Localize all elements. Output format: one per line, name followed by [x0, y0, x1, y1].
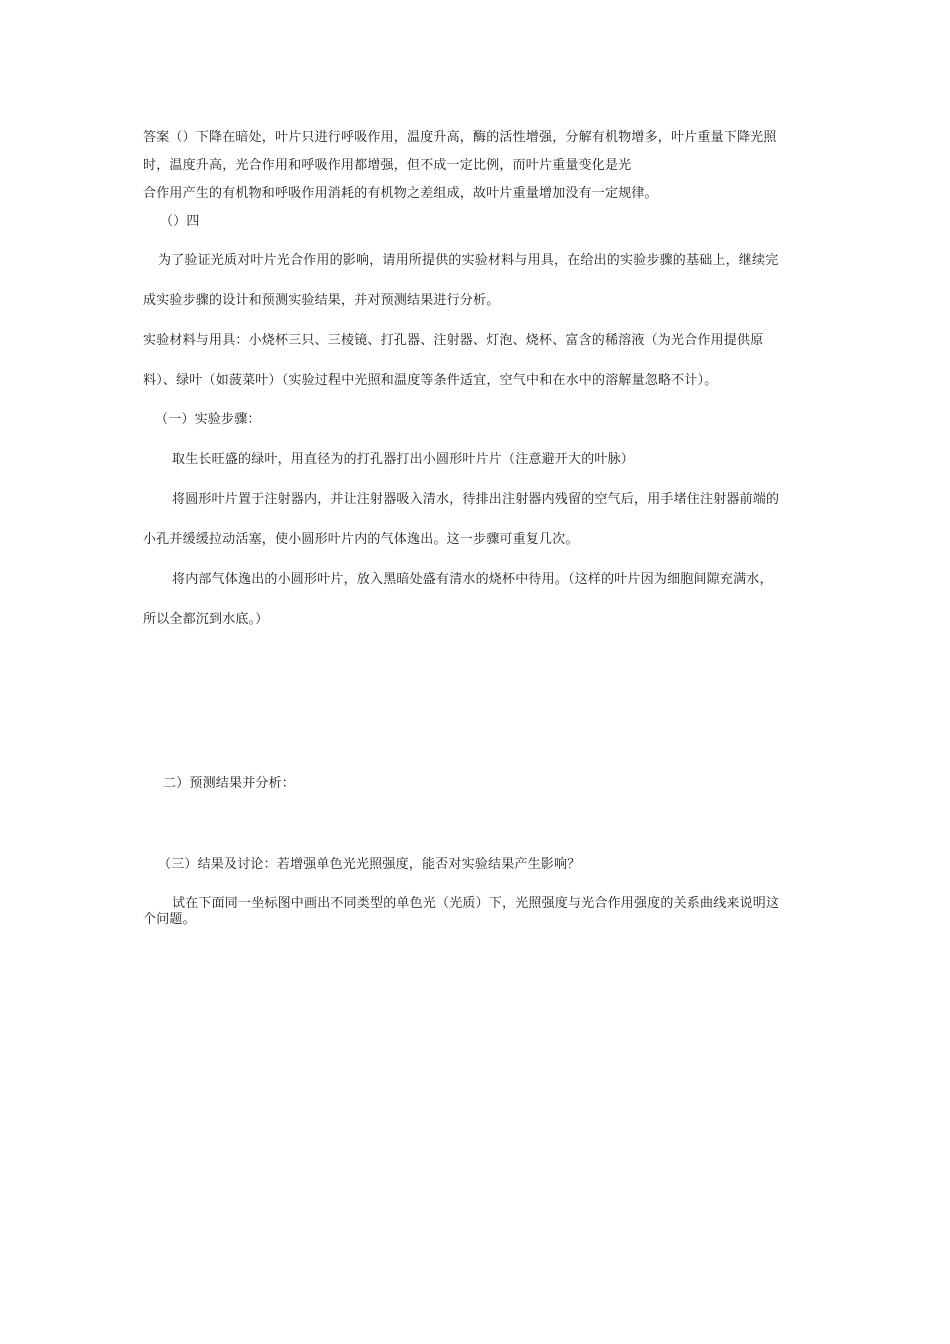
question-number: （）四 [160, 214, 200, 229]
discussion-task-line-2: 个问题。 [143, 912, 196, 927]
materials-line-1: 实验材料与用具：小烧杯三只、三棱镜、打孔器、注射器、灯泡、烧杯、富含的稀溶液（为光合作用提供原 [143, 333, 764, 348]
step-2-line-1: 将圆形叶片置于注射器内，并让注射器吸入清水，待排出注射器内残留的空气后，用手堵住注射器前端的 [172, 492, 780, 507]
discussion-heading: （三）结果及讨论：若增强单色光光照强度，能否对实验结果产生影响？ [158, 857, 581, 872]
answer-line-1: 答案（）下降在暗处，叶片只进行呼吸作用，温度升高，酶的活性增强，分解有机物增多，叶片重量下降光照 [143, 130, 777, 145]
steps-heading: （一）实验步骤： [155, 412, 261, 427]
intro-line-2: 成实验步骤的设计和预测实验结果，并对预测结果进行分析。 [143, 293, 500, 308]
answer-line-3: 合作用产生的有机物和呼吸作用消耗的有机物之差组成，故叶片重量增加没有一定规律。 [143, 186, 658, 201]
step-2-line-2: 小孔并缓缓拉动活塞，使小圆形叶片内的气体逸出。这一步骤可重复几次。 [143, 532, 579, 547]
step-1: 取生长旺盛的绿叶，用直径为的打孔器打出小圆形叶片片（注意避开大的叶脉） [172, 452, 635, 467]
answer-line-2: 时，温度升高，光合作用和呼吸作用都增强，但不成一定比例，而叶片重量变化是光 [143, 158, 632, 173]
prediction-heading: 二）预测结果并分析： [163, 776, 296, 791]
materials-line-2: 料）、绿叶（如菠菜叶）（实验过程中光照和温度等条件适宜，空气中和在水中的溶解量忽略不计）。 [143, 373, 718, 388]
intro-line-1: 为了验证光质对叶片光合作用的影响，请用所提供的实验材料与用具，在给出的实验步骤的基础上，继续完 [158, 253, 779, 268]
discussion-task-line-1: 试在下面同一坐标图中画出不同类型的单色光（光质）下，光照强度与光合作用强度的关系曲线来说明这 [172, 896, 780, 911]
step-3-line-2: 所以全都沉到水底。） [143, 612, 269, 627]
step-3-line-1: 将内部气体逸出的小圆形叶片，放入黑暗处盛有清水的烧杯中待用。（这样的叶片因为细胞间隙充满水， [172, 572, 773, 587]
